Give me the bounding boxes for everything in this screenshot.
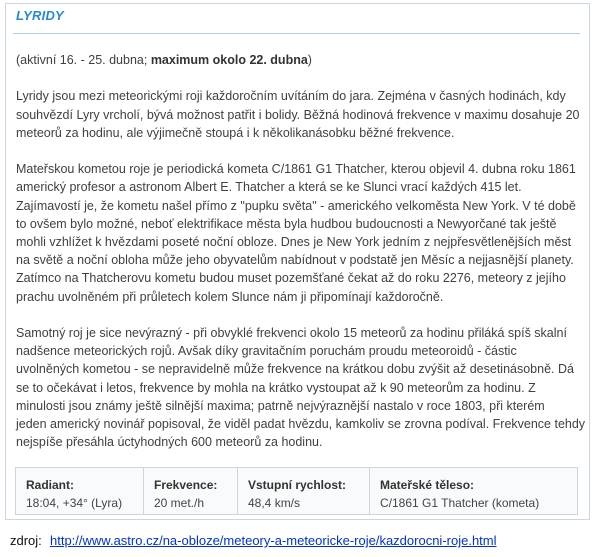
- info-label: Frekvence:: [154, 478, 218, 492]
- info-label: Mateřské těleso:: [380, 478, 475, 492]
- text-line: na světě a noční obloha může jeho obyvatelům nabídnout v podstatě jen Měsíc a nejjasnější planety.: [16, 253, 574, 268]
- text-line: prachu uvolněném při průletech kolem Slunce nám ji připomínají každoročně.: [16, 289, 444, 304]
- info-label: Vstupní rychlost:: [248, 478, 347, 492]
- text-line: mohli vzhlížet k hvězdami poseté noční obloze. Dnes je New York jedním z nejpřesvětlenějších měst: [16, 235, 572, 249]
- info-label: Radiant:: [26, 478, 74, 492]
- text-line: jeden americký novinář popisoval, že viděl padat hvězdu, kamkoliv se zrovna podíval. Frekvence tehdy: [16, 417, 586, 432]
- info-value: 20 met./h: [154, 496, 205, 510]
- info-cell-radiant: [16, 468, 144, 514]
- activity-maximum: maximum okolo 22. dubna: [150, 53, 308, 67]
- text-line: uvolněných kometou - se nepravidelně může frekvence na krátkou dobu zvýšit až desetinásobně. Dá: [16, 362, 574, 377]
- info-value: 48,4 km/s: [248, 496, 301, 510]
- source-label: zdroj:: [10, 533, 42, 548]
- lyridy-panel: [5, 3, 590, 520]
- text-line: minulosti jsou známy ještě silnější maxima; patrně nejvýraznější nastalo v roce 1803, při kterém: [16, 398, 545, 413]
- info-cell-entry-speed: [238, 468, 370, 514]
- text-line: meteorů za hodinu, ale výjimečně stoupá i k několikanásobku běžné frekvence.: [16, 125, 455, 140]
- shower-content: [16, 51, 584, 470]
- text-line: americký profesor a astronom Albert E. Thatcher a která se ke Slunci vrací každých 415 let.: [16, 180, 522, 195]
- info-cell-frequency: [144, 468, 238, 514]
- info-value: 18:04, +34° (Lyra): [26, 496, 123, 510]
- text-line: Mateřskou kometou roje je periodická kometa C/1861 G1 Thatcher, kterou objevil 4. dubna roku 1861: [16, 162, 576, 177]
- info-cell-parent-body: [370, 468, 577, 514]
- text-line: to ovšem bylo možné, neboť elektrifikace města byla hudbou budoucnosti a Newyorčané tak ještě: [16, 216, 557, 231]
- activity-period: [16, 51, 584, 69]
- info-value: C/1861 G1 Thatcher (kometa): [380, 496, 540, 510]
- text-line: souhvězdí Lyry vrcholí, bývá možnost patřit i bolidy. Běžná hodinová frekvence v maximu dosahuje 20: [16, 107, 580, 122]
- text-line: Lyridy jsou mezi meteorickými roji každoročním uvítáním do jara. Zejména v časných hodinách, kdy: [16, 89, 566, 104]
- text-line: Zajímavostí je, že kometu našel přímo z "pupku světa" - amerického velkoměsta New York. V té době: [16, 198, 576, 213]
- text-line: nadšence meteorických rojů. Avšak díky gravitačním poruchám proudu meteoroidů - částic: [16, 344, 517, 359]
- source-link[interactable]: http://www.astro.cz/na-obloze/meteory-a-meteoricke-roje/kazdorocni-roje.html: [50, 533, 497, 548]
- activity-close: ): [307, 53, 312, 67]
- activity-range: (aktivní 16. - 25. dubna;: [16, 53, 151, 67]
- info-table: [15, 467, 578, 515]
- title-divider: [13, 33, 580, 34]
- text-line: Samotný roj je sice nevýrazný - při obvyklé frekvenci okolo 15 meteorů za hodinu přiláká spíš skalní: [16, 326, 567, 340]
- shower-title: LYRIDY: [16, 8, 64, 23]
- text-line: Zatímco na Thatcherovu kometu budou muset pozemšťané čekat až do roku 2276, meteory z jejího: [16, 271, 566, 286]
- paragraph-parent-comet: [16, 160, 584, 306]
- paragraph-intro: [16, 87, 584, 142]
- paragraph-shower-history: [16, 324, 584, 451]
- text-line: nejspíše přesáhla úctyhodných 600 meteorů za hodinu.: [16, 435, 323, 450]
- text-line: se to očekávat i letos, frekvence by mohla na krátko vystoupat až k 90 meteorům za hodinu. Z: [16, 380, 536, 395]
